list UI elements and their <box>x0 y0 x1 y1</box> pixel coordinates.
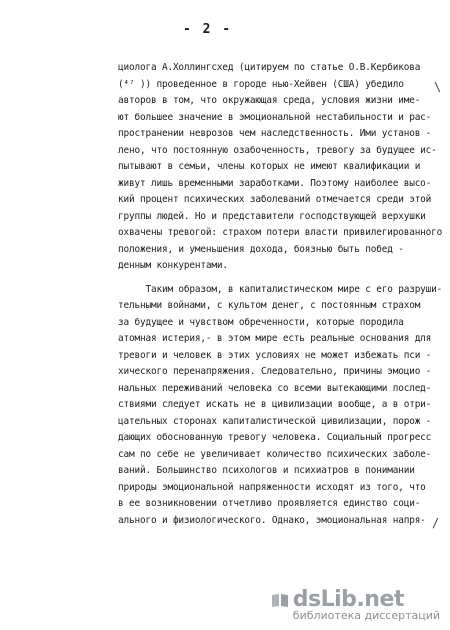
text-line: живут лишь временными заработками. Поэтому наиболее высо- <box>118 177 432 189</box>
text-line: положения, и уменьшения дохода, боязнью быть побед - <box>118 243 404 255</box>
text-line: кий процент психических заболеваний отмечается среди этой <box>118 194 432 205</box>
watermark-logo[interactable] <box>271 587 440 622</box>
watermark-subtitle: библиотека диссертаций <box>292 609 440 622</box>
text-line: пространении неврозов чем наследственность. Ими установ - <box>118 128 432 139</box>
text-line: пытывают в семьи, члены которых не имеют квалификации и <box>118 161 421 172</box>
text-line: тревоги и человек в этих условиях не может избежать пси - <box>118 349 432 361</box>
text-line: цательных сторонах капиталистической цивилизации, порож - <box>118 415 432 427</box>
text-line: группы людей. Но и представители господствующей верхушки <box>118 210 426 222</box>
text-line: Таким образом, в капиталистическом мире с его разруши- <box>118 283 443 295</box>
text-line: атомная истерия,- в этом мире есть реальные основания для <box>118 333 432 344</box>
text-line: ют большее значение в эмоциональной нестабильности и рас- <box>118 111 432 123</box>
text-line: (⁴⁷ )) проведенное в городе нью-Хейвен (США) убедило <box>118 78 404 90</box>
paragraph-gap <box>118 275 438 282</box>
text-line: ального и физиологического. Однако, эмоциональная напря- <box>118 514 426 526</box>
text-line: дающих обоснованную тревогу человека. Социальный прогресс <box>118 432 432 443</box>
text-line: ваний. Большинство психологов и психиатров в понимании <box>118 465 415 476</box>
page-number: - 2 - <box>183 22 233 37</box>
watermark-brand: dsLib.net <box>292 587 404 612</box>
text-line: денным конкурентами. <box>118 260 228 271</box>
text-line: авторов в том, что окружающая среда, условия жизни име- <box>118 95 421 106</box>
text-line: лено, что постоянную озабоченность, тревогу за будущее ис- <box>118 144 437 156</box>
text-line: за будущее и чувством обреченности, которые породила <box>118 316 404 328</box>
text-line: нальных переживаний человека со всеми вытекающими послед- <box>118 382 432 394</box>
margin-mark: \ <box>434 80 442 94</box>
text-line: хического перенапряжения. Следовательно, причины эмоцио - <box>118 366 432 377</box>
text-line: в ее возникновении отчетливо проявляется единство соци- <box>118 498 421 509</box>
document-body <box>118 60 443 529</box>
text-line: тельными войнами, с культом денег, с постоянным страхом <box>118 300 421 311</box>
book-icon <box>271 592 289 608</box>
margin-mark: / <box>432 516 440 530</box>
text-line: природы эмоциональной напряженности исходят из того, что <box>118 481 426 493</box>
text-line: ствиями следует искать не в цивилизации вообще, а в отри- <box>118 399 432 410</box>
text-line: циолога А.Холлингсхед (цитируем по статье О.В.Кербикова <box>118 62 421 73</box>
text-line: охвачены тревогой: страхом потери власти привилегированного <box>118 227 443 238</box>
text-line: сам по себе не увеличивает количество психических заболе- <box>118 448 432 460</box>
